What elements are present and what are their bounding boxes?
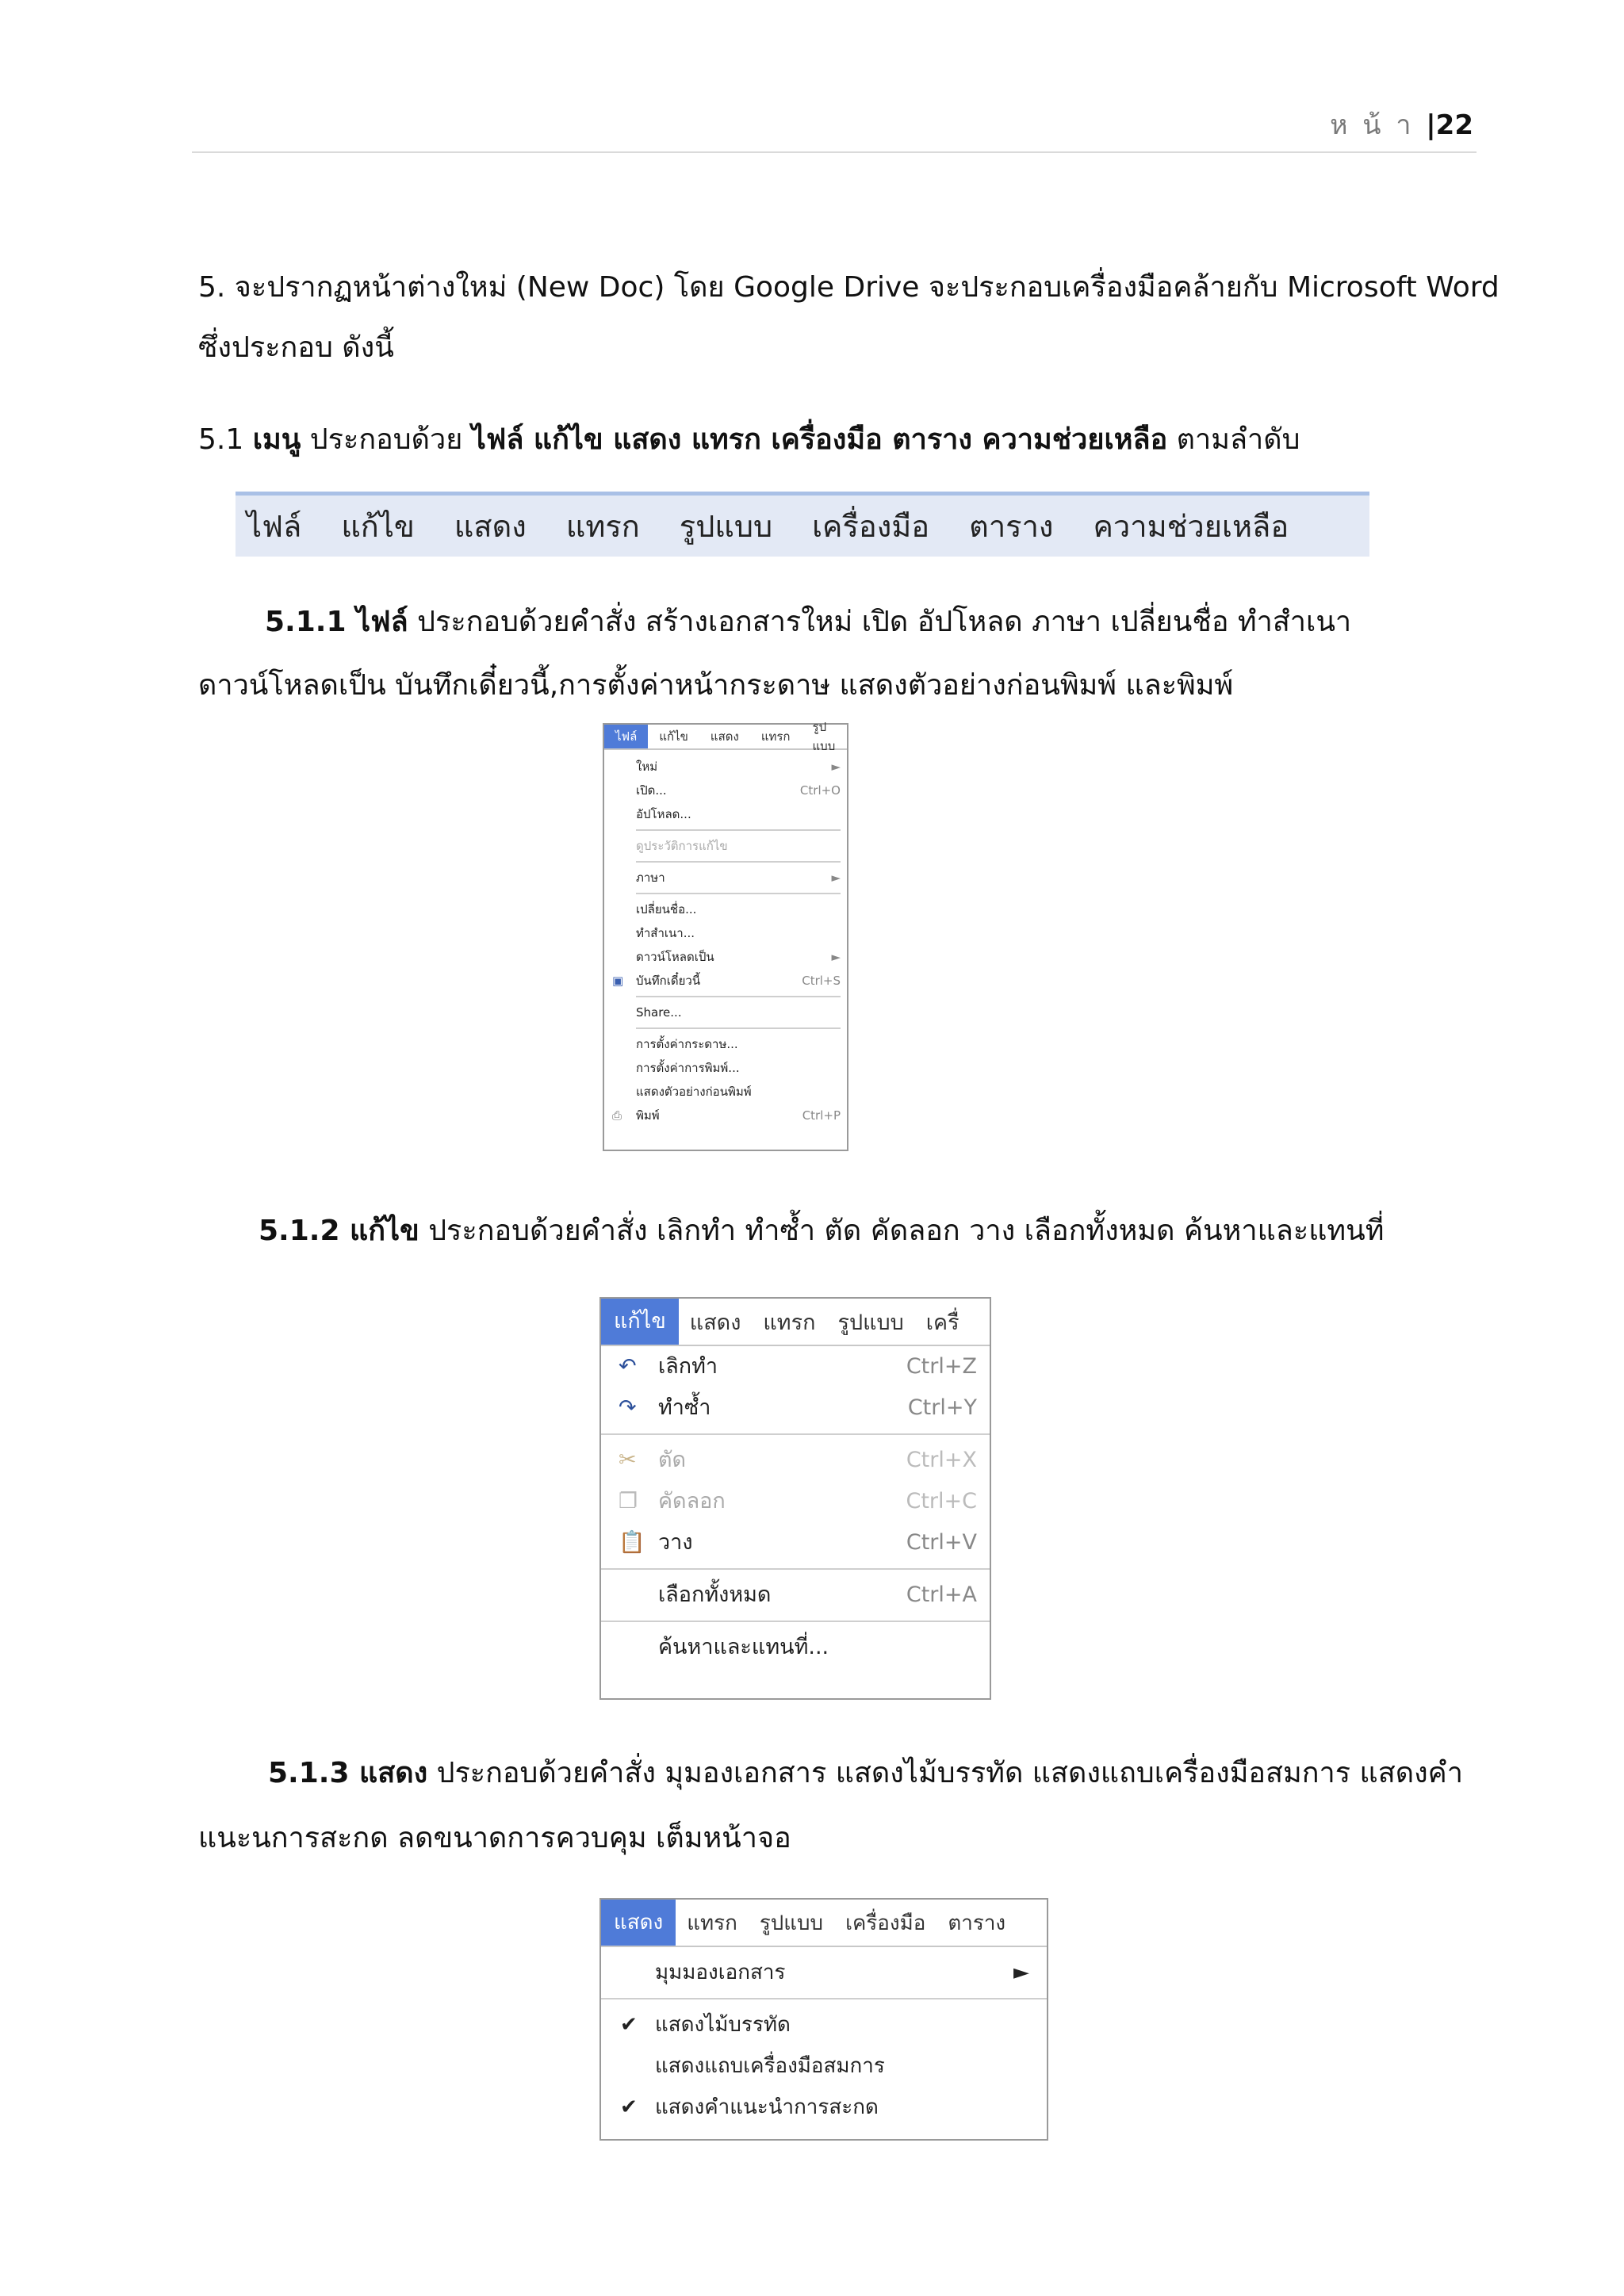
tools-tab[interactable]: เครื่องมือ xyxy=(845,1911,926,1935)
para-5-1-3 xyxy=(268,1741,1463,1806)
format-tab[interactable]: รูปแบบ xyxy=(759,1911,824,1935)
document-view-item[interactable]: มุมมองเอกสาร ► xyxy=(655,1952,1029,1993)
file-menu-item[interactable]: ทำสำเนา... xyxy=(636,926,695,940)
page-label: ห น้ า xyxy=(1330,109,1415,141)
para-5-1-2 xyxy=(259,1199,1384,1264)
save-icon: ▣ xyxy=(612,974,624,988)
section-text: ประกอบด้วย xyxy=(301,423,472,456)
subsection-title: 5.1.2 แก้ไข xyxy=(259,1215,419,1247)
page-separator: | xyxy=(1426,109,1436,141)
para-5-1-3-line2: แนะนการสะกด ลดขนาดการควบคุม เต็มหน้าจอ xyxy=(198,1822,791,1854)
view-tab[interactable]: แสดง xyxy=(710,729,739,744)
copy-icon: ❐ xyxy=(619,1489,638,1513)
para-5-1-1 xyxy=(265,590,1351,655)
subsection-title: 5.1.1 ไฟล์ xyxy=(265,606,408,638)
section-title: เมนู xyxy=(252,423,301,456)
section-text-end: ตามลำดับ xyxy=(1167,423,1300,456)
check-icon: ✔ xyxy=(620,2013,638,2037)
section-items: ไฟล์ แก้ไข แสดง แทรก เครื่องมือ ตาราง ความช่วยเหลือ xyxy=(471,423,1168,456)
redo-icon: ↷ xyxy=(619,1395,637,1420)
edit-menu xyxy=(599,1297,991,1700)
file-menu-item[interactable]: เปิด... Ctrl+O xyxy=(636,783,841,798)
file-menu-item[interactable]: ⎙ พิมพ์ Ctrl+P xyxy=(636,1104,841,1127)
header-divider xyxy=(192,151,1477,153)
file-menu-item[interactable]: ใหม่ ► xyxy=(636,760,841,774)
view-tab[interactable]: แสดง xyxy=(601,1900,676,1946)
section-number: 5.1 xyxy=(198,423,253,456)
page-header xyxy=(1330,103,1473,146)
para-5-line2: ซึ่งประกอบ ดังนี้ xyxy=(198,331,394,364)
subsection-text: ประกอบด้วยคำสั่ง มุมองเอกสาร แสดงไม้บรรทัด แสดงแถบเครื่องมือสมการ แสดงคำ xyxy=(427,1757,1463,1789)
format-tab[interactable]: รูปแบบ xyxy=(837,1310,904,1335)
check-icon: ✔ xyxy=(620,2095,638,2119)
file-menu-item-disabled: ดูประวัติการแก้ไข xyxy=(636,839,728,853)
table-tab[interactable]: ตาราง xyxy=(948,1911,1006,1935)
para-5-1 xyxy=(198,408,1300,473)
show-ruler-item[interactable]: ✔ แสดงไม้บรรทัด xyxy=(655,2004,1029,2045)
show-equation-toolbar-item[interactable]: แสดงแถบเครื่องมือสมการ xyxy=(655,2054,885,2078)
menubar-tools[interactable]: เครื่องมือ xyxy=(812,509,930,544)
find-replace-item[interactable]: ค้นหาและแทนที่... xyxy=(658,1635,829,1659)
file-menu-item[interactable]: การตั้งค่ากระดาษ... xyxy=(636,1037,738,1051)
undo-item[interactable]: ↶ เลิกทำ Ctrl+Z xyxy=(658,1346,977,1387)
undo-icon: ↶ xyxy=(619,1354,637,1379)
copy-item: ❐ คัดลอก Ctrl+C xyxy=(658,1481,977,1522)
file-menu-item[interactable]: ดาวน์โหลดเป็น ► xyxy=(636,950,841,964)
submenu-arrow-icon: ► xyxy=(1013,1961,1029,1984)
para-5-line1: 5. จะปรากฏหน้าต่างใหม่ (New Doc) โดย Google Drive จะประกอบเครื่องมือคล้ายกับ Microsoft Word xyxy=(198,271,1500,304)
scissors-icon: ✂ xyxy=(619,1448,637,1472)
file-menu-item[interactable]: เปลี่ยนชื่อ... xyxy=(636,902,697,916)
file-menu xyxy=(603,720,848,1151)
menu-bar xyxy=(236,492,1369,557)
menubar-help[interactable]: ความช่วยเหลือ xyxy=(1093,509,1289,544)
menubar-insert[interactable]: แทรก xyxy=(565,509,640,544)
menubar-edit[interactable]: แก้ไข xyxy=(341,509,415,544)
cut-item: ✂ ตัด Ctrl+X xyxy=(658,1440,977,1481)
tools-tab[interactable]: เครื่ xyxy=(925,1310,959,1335)
clipboard-icon: 📋 xyxy=(619,1530,645,1555)
print-icon: ⎙ xyxy=(612,1108,622,1123)
subsection-title: 5.1.3 แสดง xyxy=(268,1757,428,1789)
subsection-text: ประกอบด้วยคำสั่ง เลิกทำ ทำซ้ำ ตัด คัดลอก วาง เลือกทั้งหมด ค้นหาและแทนที่ xyxy=(419,1215,1385,1247)
page-number: 22 xyxy=(1435,109,1473,141)
insert-tab[interactable]: แทรก xyxy=(687,1911,737,1935)
file-menu-item[interactable]: ภาษา ► xyxy=(636,871,841,885)
file-menu-item[interactable]: การตั้งค่าการพิมพ์... xyxy=(636,1061,740,1075)
select-all-item[interactable]: เลือกทั้งหมด Ctrl+A xyxy=(658,1582,977,1607)
menubar-table[interactable]: ตาราง xyxy=(969,509,1054,544)
file-menu-item[interactable]: อัปโหลด... xyxy=(636,807,691,821)
view-menu xyxy=(599,1898,1048,2141)
insert-tab[interactable]: แทรก xyxy=(763,1310,816,1335)
menubar-view[interactable]: แสดง xyxy=(454,509,527,544)
file-tab[interactable]: ไฟล์ xyxy=(604,725,648,748)
paste-item[interactable]: 📋 วาง Ctrl+V xyxy=(658,1522,977,1563)
show-spelling-suggestions-item[interactable]: ✔ แสดงคำแนะนำการสะกด xyxy=(655,2087,1029,2128)
view-tab[interactable]: แสดง xyxy=(689,1310,741,1335)
edit-tab[interactable]: แก้ไข xyxy=(601,1299,679,1345)
edit-tab[interactable]: แก้ไข xyxy=(659,729,688,744)
format-tab[interactable]: รูปแบบ xyxy=(812,720,836,753)
para-5-1-1-line2: ดาวน์โหลดเป็น บันทึกเดี๋ยวนี้,การตั้งค่าหน้ากระดาษ แสดงตัวอย่างก่อนพิมพ์ และพิมพ์ xyxy=(198,669,1234,702)
menubar-format[interactable]: รูปแบบ xyxy=(679,509,773,544)
file-menu-item[interactable]: Share... xyxy=(636,1005,682,1020)
subsection-text: ประกอบด้วยคำสั่ง สร้างเอกสารใหม่ เปิด อัปโหลด ภาษา เปลี่ยนชื่อ ทำสำเนา xyxy=(408,606,1352,638)
menubar-file[interactable]: ไฟล์ xyxy=(247,509,302,544)
file-menu-item[interactable]: ▣ บันทึกเดี๋ยวนี้ Ctrl+S xyxy=(636,969,841,993)
insert-tab[interactable]: แทรก xyxy=(760,729,791,744)
file-menu-item[interactable]: แสดงตัวอย่างก่อนพิมพ์ xyxy=(636,1085,752,1099)
redo-item[interactable]: ↷ ทำซ้ำ Ctrl+Y xyxy=(658,1387,977,1429)
